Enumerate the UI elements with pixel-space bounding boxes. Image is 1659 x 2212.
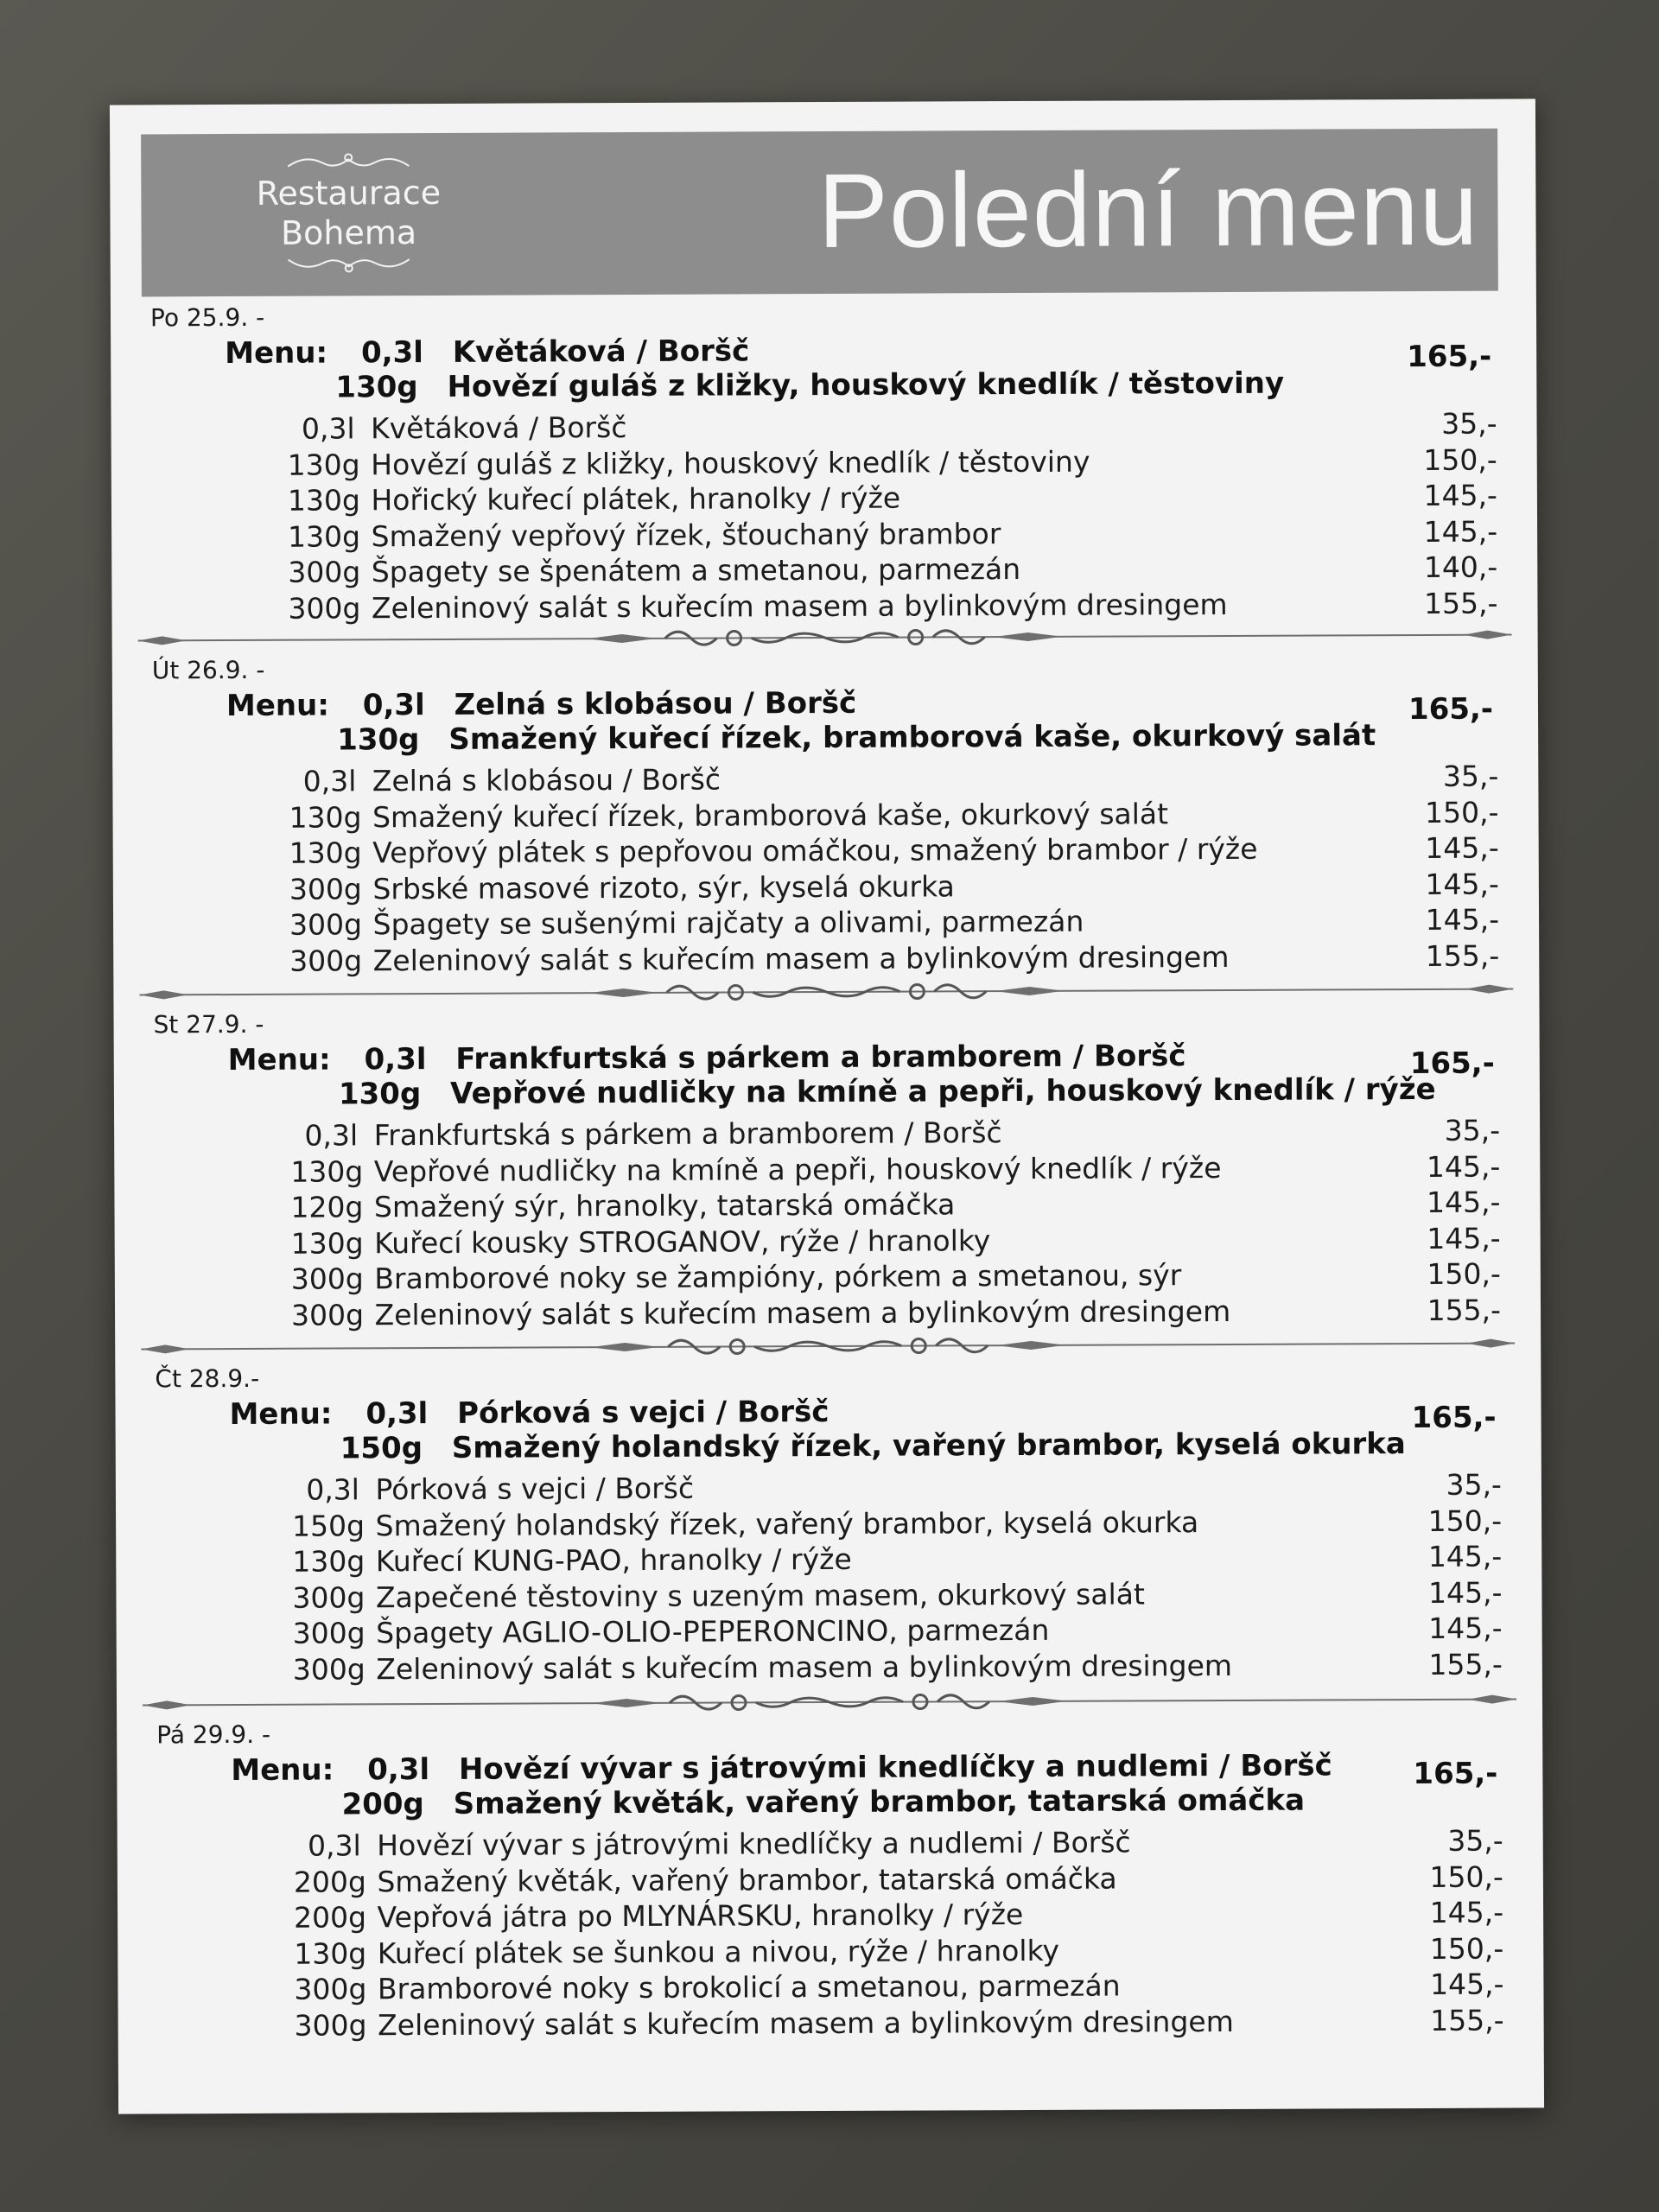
dish-size: 130g — [294, 1936, 367, 1971]
day-label: Čt 28.9.- — [155, 1363, 260, 1394]
dish-price: 155,- — [1427, 1293, 1502, 1327]
daily-menu-soup — [226, 686, 856, 723]
dish-price: 150,- — [1429, 1859, 1503, 1894]
dish-item — [288, 442, 1497, 484]
dish-item — [289, 760, 1498, 801]
menu-main-size: 150g — [340, 1431, 423, 1466]
dish-price: 150,- — [1423, 442, 1497, 477]
daily-menu-soup — [231, 1748, 1332, 1788]
day-section — [143, 651, 1510, 985]
daily-menu-soup — [229, 1395, 829, 1432]
dish-price: 35,- — [1444, 1113, 1501, 1147]
dish-item — [290, 1149, 1500, 1191]
menu-main-size: 200g — [341, 1787, 424, 1822]
dish-name: Bramborové noky se žampióny, pórkem a smetanou, sýr — [374, 1258, 1182, 1296]
dish-size: 300g — [292, 1651, 365, 1687]
flourish-top-icon — [283, 150, 413, 174]
menu-price: 165,- — [1407, 339, 1492, 375]
dish-price: 145,- — [1427, 1185, 1501, 1219]
divider-ornament-icon — [138, 618, 1512, 658]
dish-size: 150g — [292, 1508, 365, 1543]
dish-list — [289, 760, 1499, 980]
daily-menu-main — [339, 1072, 1436, 1112]
dish-list — [290, 1114, 1501, 1334]
dish-list — [294, 1824, 1504, 2044]
dish-item — [288, 479, 1497, 520]
menu-soup-size: 0,3l — [367, 1752, 430, 1788]
divider-ornament-icon — [143, 1682, 1516, 1723]
dish-item — [292, 1540, 1502, 1581]
day-section — [142, 298, 1509, 632]
menu-soup-name: Květáková / Boršč — [452, 334, 750, 370]
dish-size: 300g — [290, 1297, 365, 1332]
dish-price: 35,- — [1442, 759, 1499, 793]
dish-name: Vepřové nudličky na kmíně a pepři, houskový knedlík / rýže — [373, 1150, 1222, 1188]
dish-size: 200g — [294, 1900, 367, 1935]
dish-price: 35,- — [1446, 1467, 1503, 1502]
dish-item — [290, 1185, 1500, 1227]
dish-price: 145,- — [1427, 1575, 1503, 1610]
dish-size: 300g — [288, 555, 361, 589]
menu-main-size: 130g — [338, 1077, 422, 1112]
dish-price: 150,- — [1427, 1503, 1503, 1538]
header-banner — [141, 129, 1498, 297]
day-label: Pá 29.9. - — [156, 1719, 271, 1750]
dish-item — [288, 550, 1497, 592]
dish-size: 130g — [292, 1544, 365, 1579]
dish-item — [294, 1967, 1503, 2009]
dish-name: Smažený vepřový řízek, šťouchaný brambor — [371, 516, 1001, 553]
dish-name: Zeleninový salát s kuřecím masem a bylinkovým dresingem — [372, 939, 1230, 977]
dish-size: 130g — [289, 799, 362, 835]
menu-soup-size: 0,3l — [365, 1396, 429, 1432]
dish-price: 150,- — [1429, 1931, 1504, 1966]
menu-main-name: Vepřové nudličky na kmíně a pepři, houskový knedlík / rýže — [450, 1071, 1436, 1111]
dish-size: 300g — [289, 871, 362, 906]
menu-word: Menu: — [225, 335, 328, 372]
dish-name: Smažený holandský řízek, vařený brambor, kyselá okurka — [375, 1504, 1199, 1542]
menu-word: Menu: — [229, 1396, 333, 1433]
daily-menu-main — [337, 718, 1376, 757]
dish-size: 200g — [293, 1864, 366, 1899]
restaurant-logo — [236, 150, 461, 281]
dish-name: Zeleninový salát s kuřecím masem a bylinkovým dresingem — [374, 1294, 1231, 1332]
menu-soup-name: Hovězí vývar s játrovými knedlíčky a nudlemi / Boršč — [458, 1748, 1332, 1787]
dish-name: Zelná s klobásou / Boršč — [372, 762, 721, 798]
dish-item — [294, 1824, 1503, 1866]
dish-name: Hořický kuřecí plátek, hranolky / rýže — [371, 480, 901, 518]
dish-item — [289, 795, 1498, 836]
dish-price: 145,- — [1426, 1149, 1501, 1184]
dish-name: Hovězí guláš z kližky, houskový knedlík / těstoviny — [371, 444, 1090, 481]
menu-soup-size: 0,3l — [362, 688, 425, 723]
dish-item — [292, 1468, 1502, 1510]
dish-item — [288, 514, 1497, 556]
dish-name: Zeleninový salát s kuřecím masem a bylinkovým dresingem — [376, 1648, 1233, 1686]
flourish-bottom-icon — [284, 252, 414, 276]
dish-size: 0,3l — [302, 764, 357, 798]
dish-name: Vepřová játra po MLYNÁRSKU, hranolky / rýže — [377, 1897, 1024, 1935]
menu-main-name: Smažený kuřecí řízek, bramborová kaše, okurkový salát — [448, 718, 1376, 757]
dish-item — [289, 831, 1499, 873]
dish-price: 150,- — [1425, 795, 1499, 830]
day-section — [145, 1005, 1512, 1339]
menu-price: 165,- — [1408, 691, 1494, 728]
dish-item — [287, 407, 1497, 448]
dish-price: 155,- — [1428, 1647, 1503, 1681]
dish-name: Vepřový plátek s pepřovou omáčkou, smažený brambor / rýže — [372, 831, 1258, 870]
dish-size: 300g — [292, 1616, 365, 1650]
dish-size: 300g — [294, 2007, 367, 2043]
dish-price: 140,- — [1423, 550, 1498, 584]
menu-soup-name: Zelná s klobásou / Boršč — [454, 685, 857, 722]
menu-sheet — [110, 99, 1544, 2113]
menu-main-name: Smažený holandský řízek, vařený brambor, kyselá okurka — [451, 1427, 1406, 1465]
dish-size: 130g — [289, 836, 362, 870]
dish-size: 0,3l — [306, 1472, 360, 1507]
dish-name: Smažený květák, vařený brambor, tatarská omáčka — [377, 1861, 1117, 1898]
dish-price: 145,- — [1425, 830, 1499, 865]
dish-size: 130g — [288, 518, 361, 554]
divider-ornament-icon — [141, 1326, 1515, 1367]
dish-price: 155,- — [1423, 586, 1498, 620]
dish-item — [292, 1575, 1502, 1617]
dish-name: Špagety AGLIO-OLIO-PEPERONCINO, parmezán — [376, 1612, 1050, 1650]
dish-item — [291, 1257, 1501, 1299]
dish-name: Květáková / Boršč — [370, 410, 627, 446]
menu-soup-size: 0,3l — [364, 1042, 427, 1077]
menu-soup-name: Pórková s vejci / Boršč — [457, 1394, 830, 1431]
dish-size: 0,3l — [307, 1828, 361, 1863]
daily-menu-soup — [228, 1039, 1186, 1077]
dish-price: 145,- — [1425, 902, 1500, 937]
daily-menu-soup — [225, 334, 749, 371]
dish-size: 300g — [288, 590, 361, 626]
menu-price: 165,- — [1411, 1400, 1497, 1436]
dish-size: 120g — [290, 1190, 364, 1224]
dish-name: Srbské masové rizoto, sýr, kyselá okurka — [372, 868, 955, 906]
dish-name: Zeleninový salát s kuřecím masem a bylinkovým dresingem — [371, 587, 1228, 625]
dish-price: 145,- — [1427, 1539, 1503, 1573]
menu-main-name: Smažený květák, vařený brambor, tatarská omáčka — [453, 1783, 1306, 1821]
daily-menu-main — [335, 366, 1284, 405]
dish-item — [290, 1114, 1500, 1155]
menu-price: 165,- — [1409, 1046, 1495, 1082]
menu-word: Menu: — [227, 1042, 331, 1078]
menu-main-name: Hovězí guláš z kližky, houskový knedlík / těstoviny — [447, 365, 1285, 404]
day-label: Po 25.9. - — [149, 302, 265, 333]
dish-name: Frankfurtská s párkem a bramborem / Boršč — [373, 1116, 1002, 1153]
dish-size: 300g — [290, 1262, 364, 1296]
dish-name: Kuřecí KUNG-PAO, hranolky / rýže — [375, 1541, 852, 1579]
dish-size: 0,3l — [304, 1118, 359, 1153]
dish-size: 130g — [287, 483, 360, 518]
dish-price: 150,- — [1427, 1256, 1501, 1291]
dish-price: 145,- — [1423, 478, 1498, 512]
dish-item — [294, 1859, 1503, 1901]
day-section — [148, 1715, 1515, 2050]
dish-item — [291, 1221, 1501, 1262]
dish-price: 145,- — [1423, 514, 1498, 549]
dish-name: Špagety se sušenými rajčaty a olivami, parmezán — [372, 904, 1084, 942]
dish-size: 130g — [290, 1154, 364, 1189]
dish-price: 35,- — [1447, 1823, 1503, 1858]
dish-name: Kuřecí kousky STROGANOV, rýže / hranolky — [374, 1223, 991, 1260]
divider-ornament-icon — [139, 972, 1513, 1013]
menu-main-size: 130g — [337, 722, 420, 758]
dish-item — [293, 1611, 1503, 1653]
dish-item — [295, 2003, 1504, 2044]
dish-name: Zeleninový salát s kuřecím masem a bylinkovým dresingem — [378, 2004, 1234, 2042]
dish-price: 155,- — [1430, 2003, 1504, 2037]
dish-list — [292, 1468, 1503, 1688]
dish-name: Hovězí vývar s játrovými knedlíčky a nudlemi / Boršč — [377, 1825, 1131, 1863]
dish-size: 130g — [287, 447, 360, 482]
dish-size: 130g — [290, 1225, 364, 1261]
dish-name: Bramborové noky s brokolicí a smetanou, parmezán — [377, 1968, 1121, 2006]
menu-soup-name: Frankfurtská s párkem a bramborem / Boršč — [455, 1039, 1186, 1077]
dish-name: Smažený kuřecí řízek, bramborová kaše, okurkový salát — [372, 796, 1169, 834]
dish-name: Zapečené těstoviny s uzeným masem, okurkový salát — [375, 1576, 1145, 1614]
menu-price: 165,- — [1413, 1756, 1498, 1792]
page-title: Polední menu — [817, 149, 1479, 270]
dish-list — [287, 407, 1497, 627]
dish-item — [289, 903, 1499, 944]
dish-item — [294, 1931, 1503, 1973]
dish-price: 35,- — [1441, 406, 1497, 441]
dish-price: 145,- — [1428, 1611, 1503, 1645]
logo-line-1: Restaurace — [256, 173, 442, 213]
menu-word: Menu: — [231, 1752, 334, 1789]
menu-soup-size: 0,3l — [360, 335, 424, 371]
dish-size: 300g — [289, 907, 363, 942]
day-label: St 27.9. - — [153, 1009, 264, 1039]
day-label: Út 26.9. - — [151, 655, 265, 685]
dish-item — [292, 1503, 1502, 1545]
dish-size: 300g — [292, 1580, 365, 1615]
dish-name: Pórková s vejci / Boršč — [375, 1471, 695, 1507]
daily-menu-main — [340, 1427, 1406, 1465]
dish-price: 155,- — [1425, 938, 1500, 973]
dish-price: 145,- — [1429, 1967, 1504, 2001]
dish-name: Špagety se špenátem a smetanou, parmezán — [371, 552, 1021, 589]
dish-price: 145,- — [1425, 867, 1499, 901]
dish-size: 300g — [289, 943, 363, 978]
logo-line-2: Bohema — [280, 213, 417, 252]
dish-size: 0,3l — [301, 411, 355, 446]
menu-main-size: 130g — [335, 370, 418, 405]
dish-name: Smažený sýr, hranolky, tatarská omáčka — [373, 1187, 956, 1224]
daily-menu-main — [341, 1783, 1305, 1822]
dish-price: 145,- — [1429, 1895, 1504, 1929]
dish-size: 300g — [294, 1972, 367, 2006]
menu-word: Menu: — [226, 688, 329, 724]
dish-item — [294, 1896, 1503, 1937]
dish-item — [289, 867, 1499, 908]
dish-price: 145,- — [1427, 1221, 1501, 1255]
dish-name: Kuřecí plátek se šunkou a nivou, rýže / hranolky — [377, 1933, 1060, 1970]
day-section — [146, 1359, 1513, 1694]
